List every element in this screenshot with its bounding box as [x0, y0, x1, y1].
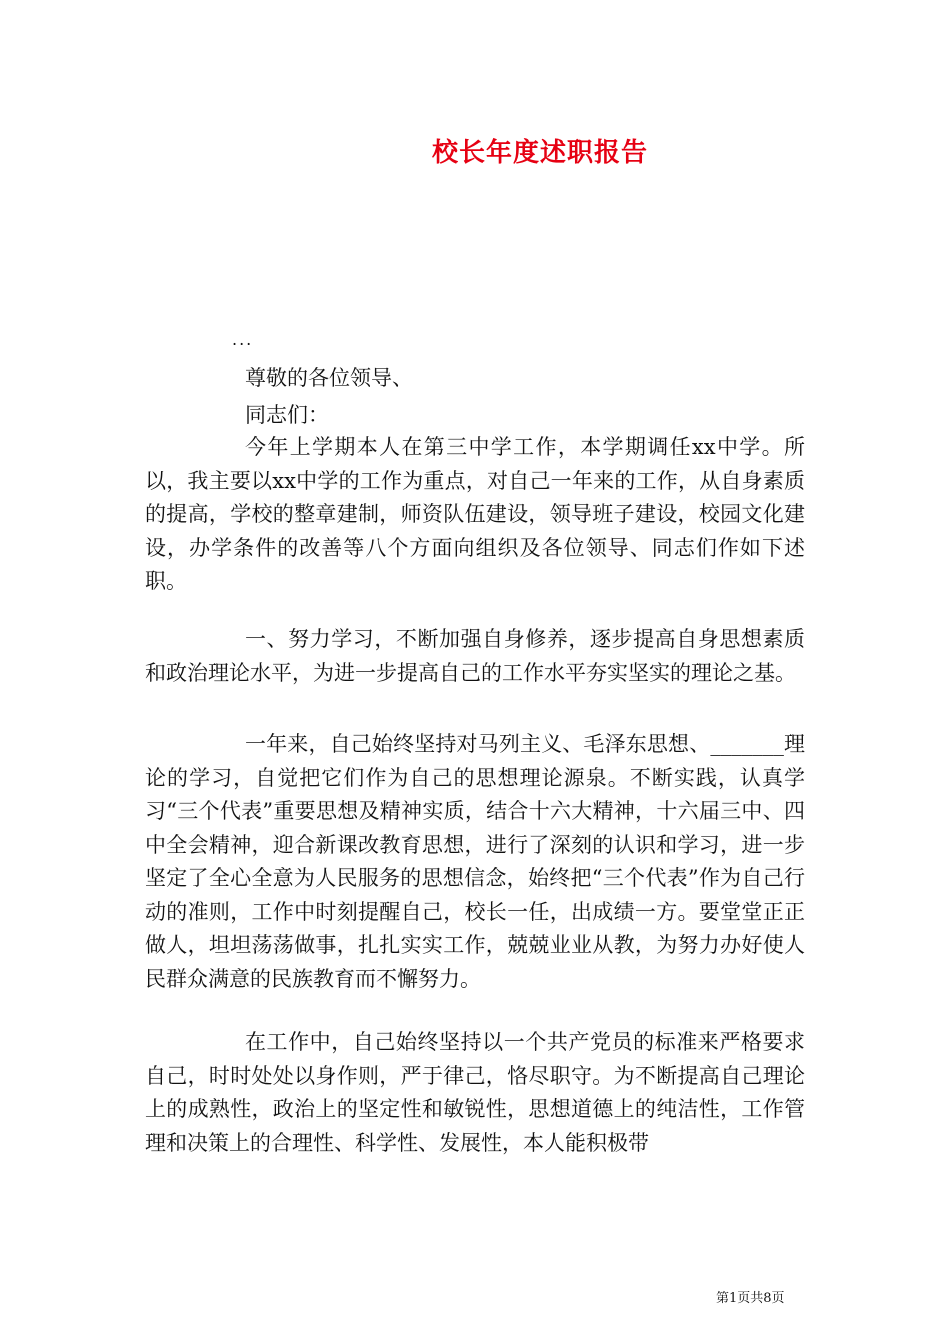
paragraph-intro: 今年上学期本人在第三中学工作，本学期调任xx中学。所以，我主要以xx中学的工作为重点，对自己一年来的工作，从自身素质的提高，学校的整章建制，师资队伍建设，领导班子建设，校园文化建设，办学条件的改善等八个方面向组织及各位领导、同志们作如下述职。: [145, 435, 805, 593]
paragraph-section-1-heading: 一、努力学习，不断加强自身修养，逐步提高自身思想素质和政治理论水平，为进一步提高自己的工作水平夯实坚实的理论之基。: [145, 627, 805, 685]
paragraph-study: 一年来，自己始终坚持对马列主义、毛泽东思想、_______理论的学习，自觉把它们作为自己的思想理论源泉。不断实践，认真学习“三个代表”重要思想及精神实质，结合十六大精神，十六届三中、四中全会精神，迎合新课改教育思想，进行了深刻的认识和学习，进一步坚定了全心全意为人民服务的思想信念，始终把“三个代表”作为自己行动的准则，工作中时刻提醒自己，校长一任，出成绩一方。要堂堂正正做人，坦坦荡荡做事，扎扎实实工作，兢兢业业从教，为努力办好使人民群众满意的民族教育而不懈努力。: [145, 732, 805, 991]
salutation-line-2: 同志们：: [245, 403, 329, 427]
salutation-line-1: 尊敬的各位领导、: [245, 366, 413, 390]
ellipsis: ...: [232, 330, 254, 349]
page-title: 校长年度述职报告: [431, 138, 648, 168]
paragraph-work: 在工作中，自己始终坚持以一个共产党员的标准来严格要求自己，时时处处以身作则，严于律己，恪尽职守。为不断提高自己理论上的成熟性，政治上的坚定性和敏锐性，思想道德上的纯洁性，工作管理和决策上的合理性、科学性、发展性，本人能积极带: [145, 1030, 805, 1155]
page-number: 第1页共8页: [716, 1291, 785, 1306]
